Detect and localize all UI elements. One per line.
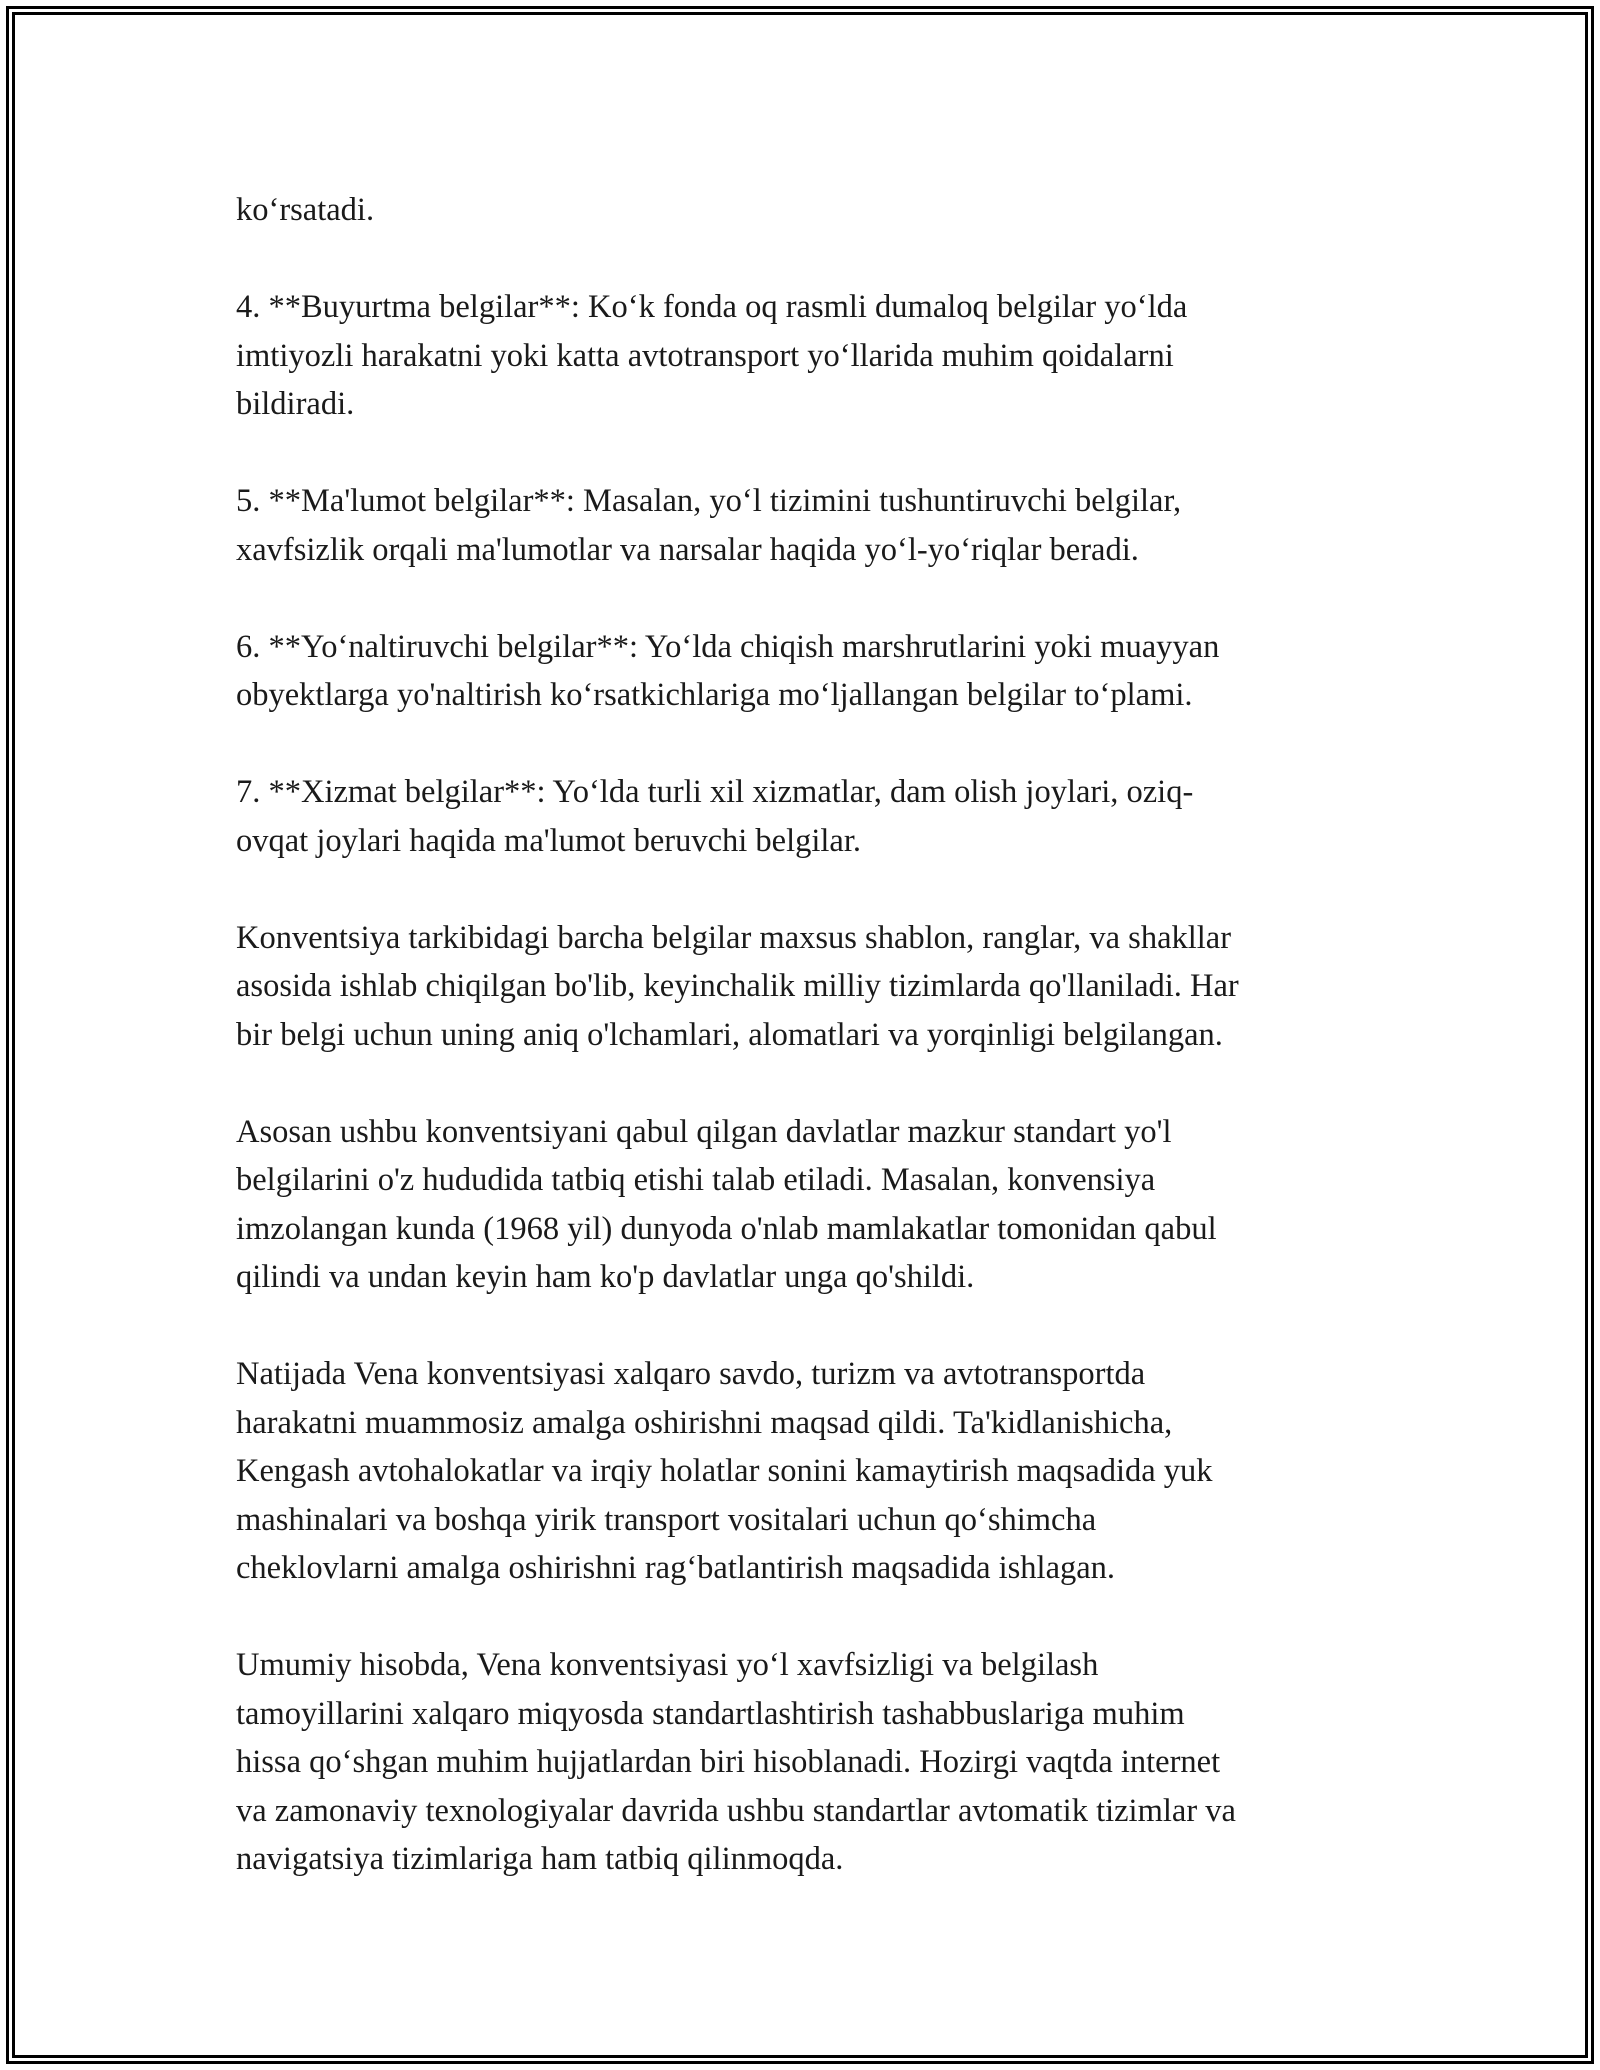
text-line: harakatni muammosiz amalga oshirishni maqsad qildi. Ta'kidlanishicha, [236,1404,1173,1441]
text-line: Konventsiya tarkibidagi barcha belgilar maxsus shablon, ranglar, va shakllar [236,919,1232,956]
text-line: mashinalari va boshqa yirik transport vositalari uchun qo‘shimcha [236,1501,1097,1538]
text-line: navigatsiya tizimlariga ham tatbiq qilinmoqda. [236,1841,844,1877]
text-line: obyektlarga yo'naltirish ko‘rsatkichlariga mo‘ljallangan belgilar to‘plami. [236,677,1193,713]
text-line: hissa qo‘shgan muhim hujjatlardan biri hisoblanadi. Hozirgi vaqtda internet [236,1744,1221,1780]
paragraph-natijada [236,1350,1406,1593]
text-line: ko‘rsatadi. [236,192,375,228]
text-line: Natijada Vena konventsiyasi xalqaro savdo, turizm va avtotransportda [236,1356,1146,1392]
text-line: 5. **Ma'lumot belgilar**: Masalan, yo‘l tizimini tushuntiruvchi belgilar, [236,483,1182,519]
document-body [236,186,1406,1932]
text-line: imtiyozli harakatni yoki katta avtotransport yo‘llarida muhim qoidalarni [236,337,1174,374]
text-line: bildiradi. [236,386,355,422]
paragraph-continuation [236,186,1406,235]
text-line: tamoyillarini xalqaro miqyosda standartlashtirish tashabbuslariga muhim [236,1695,1185,1732]
text-line: 4. **Buyurtma belgilar**: Ko‘k fonda oq rasmli dumaloq belgilar yo‘lda [236,289,1188,325]
paragraph-malumot-belgilar [236,477,1406,574]
text-line: qilindi va undan keyin ham ko'p davlatlar unga qo'shildi. [236,1259,975,1295]
text-line: bir belgi uchun uning aniq o'lchamlari, alomatlari va yorqinligi belgilangan. [236,1016,1223,1053]
text-line: 7. **Xizmat belgilar**: Yo‘lda turli xil xizmatlar, dam olish joylari, oziq- [236,774,1194,810]
text-line: Kengash avtohalokatlar va irqiy holatlar sonini kamaytirish maqsadida yuk [236,1453,1213,1489]
text-line: cheklovlarni amalga oshirishni rag‘batlantirish maqsadida ishlagan. [236,1550,1116,1586]
text-line: va zamonaviy texnologiyalar davrida ushbu standartlar avtomatik tizimlar va [236,1792,1236,1829]
text-line: xavfsizlik orqali ma'lumotlar va narsalar haqida yo‘l-yo‘riqlar beradi. [236,531,1139,568]
text-line: 6. **Yo‘naltiruvchi belgilar**: Yo‘lda chiqish marshrutlarini yoki muayyan [236,628,1220,665]
text-line: Umumiy hisobda, Vena konventsiyasi yo‘l xavfsizligi va belgilash [236,1647,1099,1683]
paragraph-xizmat-belgilar [236,768,1406,865]
text-line: ovqat joylari haqida ma'lumot beruvchi belgilar. [236,822,861,859]
paragraph-davlatlar [236,1108,1406,1302]
paragraph-umumiy-hisobda [236,1641,1406,1884]
paragraph-konventsiya-tarkibi [236,914,1406,1060]
text-line: asosida ishlab chiqilgan bo'lib, keyinchalik milliy tizimlarda qo'llaniladi. Har [236,968,1239,1004]
text-line: imzolangan kunda (1968 yil) dunyoda o'nlab mamlakatlar tomonidan qabul [236,1210,1217,1247]
paragraph-buyurtma-belgilar [236,283,1406,429]
paragraph-yonaltiruvchi-belgilar [236,623,1406,720]
text-line: Asosan ushbu konventsiyani qabul qilgan davlatlar mazkur standart yo'l [236,1113,1172,1150]
text-line: belgilarini o'z hududida tatbiq etishi talab etiladi. Masalan, konvensiya [236,1162,1156,1198]
